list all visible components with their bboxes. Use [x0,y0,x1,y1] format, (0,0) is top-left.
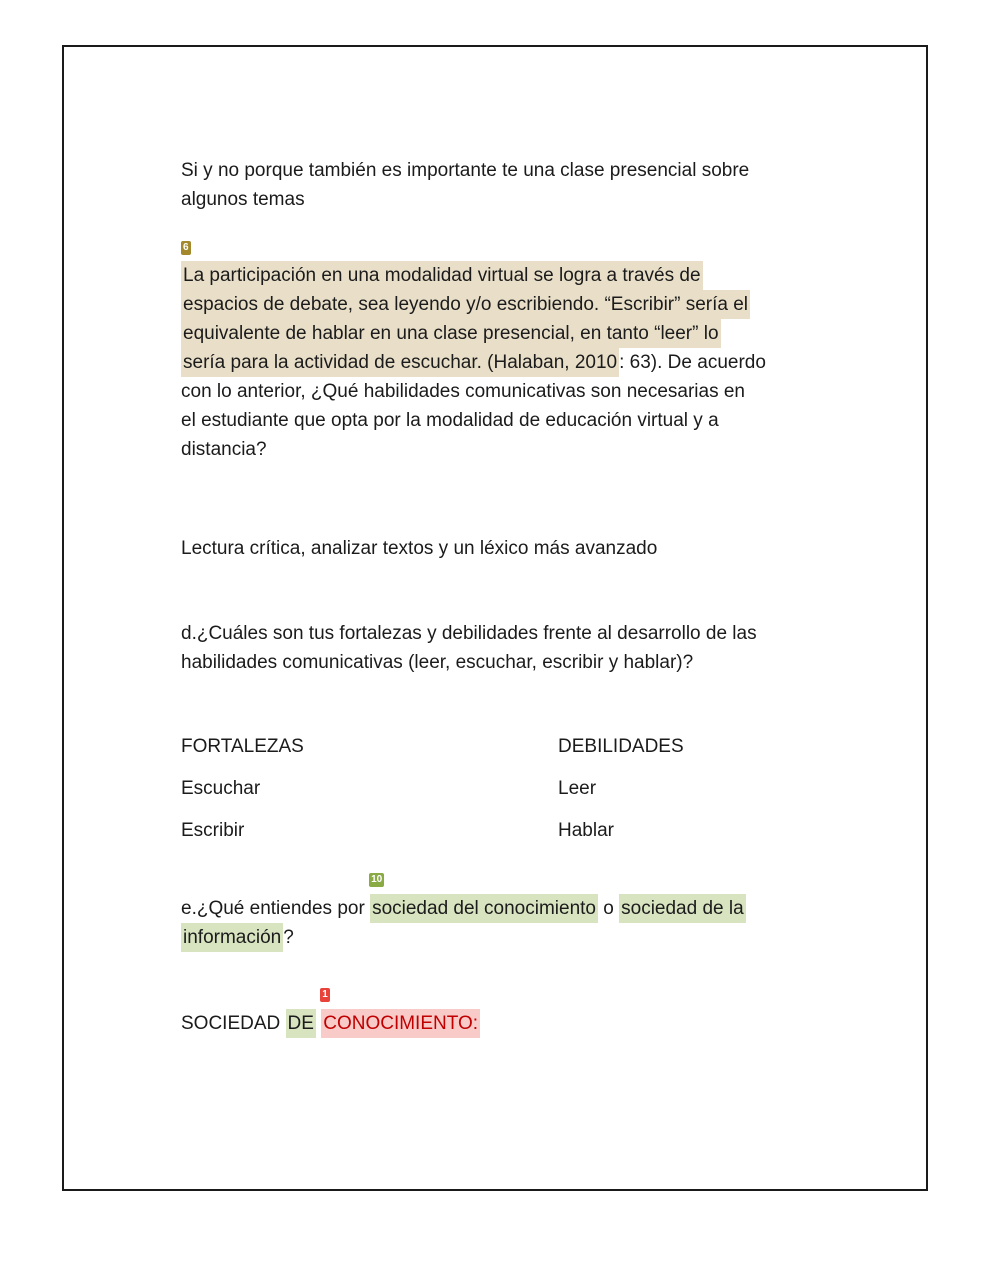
text-line [181,874,826,923]
column-header-fortalezas: FORTALEZAS [181,736,304,757]
text-line [181,319,826,348]
paragraph-text: algunos temas [181,189,305,210]
text-line [181,261,826,290]
text-line [181,406,826,435]
highlighted-segment-red[interactable] [321,989,480,1038]
highlighted-segment-tan[interactable]: sería para la actividad de escuchar. (Halaban, 2010 [181,348,619,377]
paragraph-sociedad-de-conocimiento [181,989,826,1038]
paragraph-text: o [598,898,620,919]
table-cell: Escribir [181,820,245,841]
paragraph-question-e [181,874,826,952]
highlighted-segment-green[interactable]: información [181,923,283,952]
paragraph-text: : 63). De acuerdo [619,352,766,373]
highlighted-segment-green[interactable]: sociedad de la [619,894,746,923]
document-page [62,45,928,1191]
paragraph-text: e.¿Qué entiendes por [181,898,371,919]
highlighted-text: sociedad del conocimiento [372,898,596,919]
paragraph-text: distancia? [181,439,267,460]
table-cell: Leer [558,778,597,799]
highlighted-segment-tan[interactable]: La participación en una modalidad virtual se logra a través de [181,261,703,290]
paragraph-text: d.¿Cuáles son tus fortalezas y debilidades frente al desarrollo de las [181,623,757,644]
fortalezas-debilidades-table [181,732,826,845]
text-line [181,156,826,185]
code-marker-1[interactable]: 1 [322,989,328,1000]
paragraph-text: con lo anterior, ¿Qué habilidades comunicativas son necesarias en [181,381,745,402]
table-row [181,816,826,845]
highlighted-text: CONOCIMIENTO: [323,1013,479,1034]
table-cell: Hablar [558,820,614,841]
paragraph-text: habilidades comunicativas (leer, escuchar, escribir y hablar)? [181,652,694,673]
text-line [181,923,826,952]
paragraph-quote-halaban [181,242,826,464]
paragraph-answer-lectura [181,534,826,563]
paragraph-text: SOCIEDAD [181,1013,286,1034]
text-line [181,290,826,319]
table-row [181,774,826,803]
paragraph-question-d [181,619,826,677]
highlighted-segment-tan[interactable]: equivalente de hablar en una clase presencial, en tanto “leer” lo [181,319,721,348]
paragraph-text: ? [283,927,294,948]
paragraph-text: Lectura crítica, analizar textos y un léxico más avanzado [181,538,658,559]
text-line [181,435,826,464]
highlighted-segment-green[interactable]: DE [286,1009,316,1038]
text-line [181,648,826,677]
table-cell: Escuchar [181,778,261,799]
paragraph-text: Si y no porque también es importante te una clase presencial sobre [181,160,750,181]
text-line [181,619,826,648]
text-line [181,348,826,377]
paragraph-answer-si-y-no [181,156,826,214]
text-line [181,377,826,406]
code-marker-10[interactable]: 10 [371,874,383,885]
text-line [181,534,826,563]
document-content [64,47,926,1038]
column-header-debilidades: DEBILIDADES [558,736,684,757]
text-line [181,185,826,214]
highlighted-segment-green[interactable] [370,874,598,923]
highlighted-segment-tan[interactable]: espacios de debate, sea leyendo y/o escribiendo. “Escribir” sería el [181,290,750,319]
text-line [181,989,826,1038]
paragraph-text: el estudiante que opta por la modalidad de educación virtual y a [181,410,719,431]
code-marker-6[interactable]: 6 [183,242,189,253]
table-header-row [181,732,826,761]
